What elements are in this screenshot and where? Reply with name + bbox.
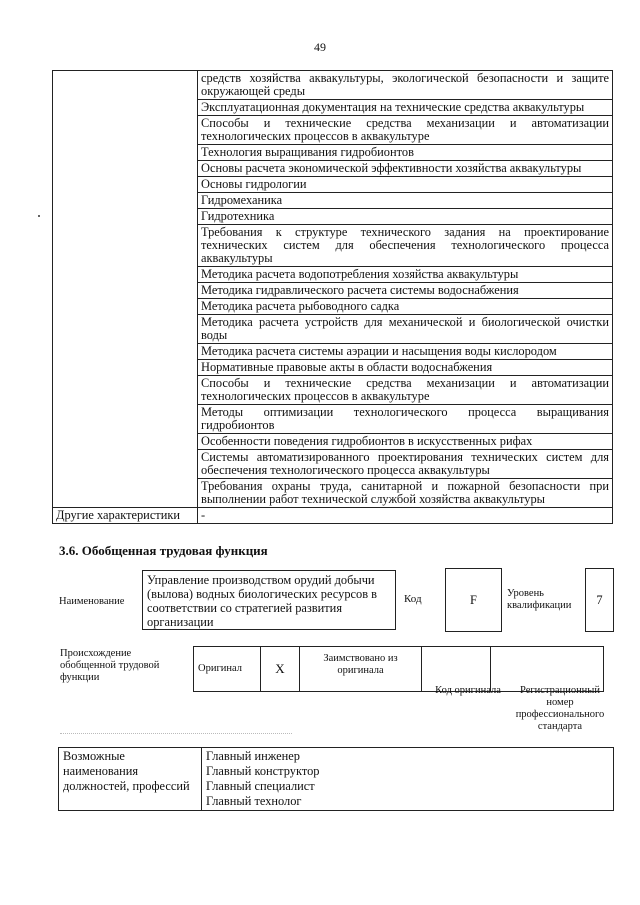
position-item: Главный инженер — [206, 749, 300, 763]
requirements-table — [52, 70, 613, 524]
position-item: Главный специалист — [206, 779, 315, 793]
requirement-item: средств хозяйства аквакультуры, экологической безопасности и защите окружающей среды — [198, 71, 613, 100]
requirement-item: Технология выращивания гидробионтов — [198, 145, 613, 161]
original-mark: X — [261, 647, 300, 692]
requirement-item: Методика расчета устройств для механической и биологической очистки воды — [198, 315, 613, 344]
section-title: 3.6. Обобщенная трудовая функция — [59, 543, 268, 558]
positions-list — [202, 748, 614, 811]
scan-speck — [38, 215, 40, 217]
other-characteristics-value: - — [198, 508, 613, 524]
divider-line — [60, 733, 292, 734]
other-characteristics-label: Другие характеристики — [53, 508, 198, 524]
requirement-item: Методы оптимизации технологического процесса выращивания гидробионтов — [198, 405, 613, 434]
reg-number-caption: Регистрационный номер профессионального стандарта — [515, 685, 605, 732]
page-number: 49 — [314, 40, 326, 54]
requirement-item: Методика расчета рыбоводного садка — [198, 299, 613, 315]
requirement-item: Способы и технические средства механизации и автоматизации технологических процессов в аквакультуре — [198, 376, 613, 405]
positions-table — [58, 747, 614, 811]
requirement-item: Гидромеханика — [198, 193, 613, 209]
origin-label: Происхождение обобщенной трудовой функции — [60, 648, 160, 683]
requirement-item: Гидротехника — [198, 209, 613, 225]
requirement-item: Методика расчета водопотребления хозяйства аквакультуры — [198, 267, 613, 283]
requirement-item: Особенности поведения гидробионтов в искусственных рифах — [198, 434, 613, 450]
code-original-caption: Код оригинала — [435, 685, 501, 696]
original-label: Оригинал — [194, 647, 261, 692]
requirement-item: Требования охраны труда, санитарной и пожарной безопасности при выполнении работ технической службой хозяйства аквакультуры — [198, 479, 613, 508]
level-value: 7 — [585, 568, 614, 632]
requirement-item: Системы автоматизированного проектирования технических систем для обеспечения технологического процесса аквакультуры — [198, 450, 613, 479]
position-item: Главный конструктор — [206, 764, 320, 778]
requirements-left-cell — [53, 71, 198, 508]
requirement-item: Методика гидравлического расчета системы водоснабжения — [198, 283, 613, 299]
requirement-item: Методика расчета системы аэрации и насыщения воды кислородом — [198, 344, 613, 360]
requirement-item: Основы гидрологии — [198, 177, 613, 193]
function-name-label: Наименование — [59, 596, 125, 607]
requirements-table-body — [53, 71, 613, 524]
borrowed-label: Заимствовано из оригинала — [300, 647, 422, 692]
code-label: Код — [404, 593, 422, 605]
other-characteristics-row — [53, 508, 613, 524]
function-name-value: Управление производством орудий добычи (вылова) водных биологических ресурсов в соответствии со стратегией развития организации — [142, 570, 396, 630]
code-value: F — [445, 568, 502, 632]
requirement-item: Эксплуатационная документация на технические средства аквакультуры — [198, 100, 613, 116]
requirement-item: Основы расчета экономической эффективности хозяйства аквакультуры — [198, 161, 613, 177]
level-label: Уровень квалификации — [507, 588, 572, 611]
requirement-item: Нормативные правовые акты в области водоснабжения — [198, 360, 613, 376]
requirement-item: Способы и технические средства механизации и автоматизации технологических процессов в аквакультуре — [198, 116, 613, 145]
requirement-row — [53, 71, 613, 100]
requirement-item: Требования к структуре технического задания на проектирование технических систем для обеспечения технологического процесса аквакультуры — [198, 225, 613, 267]
positions-label: Возможные наименования должностей, профессий — [59, 748, 202, 811]
position-item: Главный технолог — [206, 794, 302, 808]
